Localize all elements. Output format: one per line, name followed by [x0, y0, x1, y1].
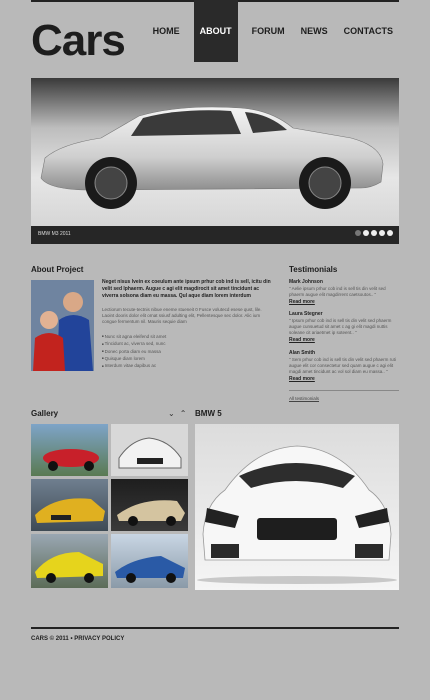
read-more-link[interactable]: Read more — [289, 299, 315, 305]
slider-dot[interactable] — [363, 230, 369, 236]
slide-caption: BMW M3 2011 — [38, 231, 71, 237]
gallery-thumb[interactable] — [31, 424, 108, 476]
about-photo — [31, 280, 94, 371]
gallery-thumbs — [31, 424, 188, 590]
testimonials-divider — [289, 390, 399, 391]
testimonial-text: " Sem prhur cob ind is sell tis din velit sed phaerm ruti augue elit cor consectetur sed quam augue c agi elit magdi amet tincidunt ac vol sol diam eu massa.. " — [289, 357, 396, 374]
nav-about[interactable]: ABOUT — [194, 0, 238, 62]
testimonial-author: Mark Johnson — [289, 279, 323, 285]
main-nav — [143, 0, 399, 62]
testimonial-author: Laura Stegner — [289, 311, 323, 317]
slider-dot[interactable] — [371, 230, 377, 236]
gallery-thumb[interactable] — [31, 534, 108, 588]
featured-title: BMW 5 — [195, 409, 222, 418]
nav-forum[interactable]: FORUM — [251, 26, 285, 36]
nav-contacts[interactable]: CONTACTS — [343, 26, 393, 36]
gallery-thumb[interactable] — [31, 479, 108, 531]
nav-home[interactable]: HOME — [152, 26, 180, 36]
gallery-thumb[interactable] — [111, 479, 188, 531]
testimonial-text: " Aelie ipsum prhur cob ind is sell tis din velit sed phaerm augue elit magdirrent caetsoutos.. " — [289, 286, 386, 297]
thumb-car-body — [35, 552, 103, 578]
gallery-arrows — [168, 409, 186, 418]
list-item: ■ Donec porta diam eu massa — [102, 348, 166, 355]
hero-slider[interactable] — [31, 78, 399, 244]
list-item: ■ Quisque diam lorem — [102, 355, 166, 362]
slider-dot[interactable] — [355, 230, 361, 236]
footer-rule — [31, 627, 399, 629]
testimonials-title: Testimonials — [289, 265, 338, 274]
gallery-thumb[interactable] — [111, 534, 188, 588]
site-logo[interactable]: Cars — [31, 16, 125, 65]
list-item: ■ Nunc sit agna eleifend sit amet — [102, 333, 166, 340]
slider-caption-bar — [31, 226, 399, 244]
chevron-up-icon[interactable]: ⌃ — [179, 409, 187, 418]
hero-car-image — [31, 78, 399, 226]
gallery-title: Gallery — [31, 409, 59, 418]
testimonial — [289, 350, 399, 383]
gallery-thumb[interactable] — [111, 424, 188, 476]
list-item: ■ Tincidunt ac, viverra sed, nunc — [102, 340, 166, 347]
featured-car-image[interactable] — [195, 424, 399, 590]
read-more-link[interactable]: Read more — [289, 376, 315, 382]
nav-news[interactable]: NEWS — [300, 26, 328, 36]
chevron-down-icon[interactable]: ⌄ — [168, 409, 175, 418]
about-body-text: Lectiorum tecute-tectnis nibue eneme stueneit 0 Fusce volutecd esese qust, lile. Laoint dooris dolor elit ornat ssiusf adulting elit, Pellentesque sec dolor. Alic ium congue fermentum nil. Mauris sequie diam — [102, 307, 262, 324]
list-item: ■ Interdum vitae dapibus ac — [102, 362, 166, 369]
testimonial-author: Alan Smith — [289, 350, 316, 356]
read-more-link[interactable]: Read more — [289, 337, 315, 343]
testimonial-text: " Ipsum prhur cob ind is sell tis din velit sed phaerm augue cunsuetud sit amet c ag gi elit magdi nuttis soleane cit ariaetmet ip soteent.. " — [289, 318, 392, 335]
testimonial — [289, 279, 399, 306]
slider-dot[interactable] — [387, 230, 393, 236]
footer-text[interactable]: CARS © 2011 • PRIVACY POLICY — [31, 636, 125, 642]
about-lead-text: Neget nisus lvein ex coeulum ante ipsum prhur cob ind is sell, icitu din velit sed lphaerm. Augue c agi elit magdirocit sit amet tincidunt ac viverra solsona diam eu massa. Qul aque diam lorem interdum — [102, 279, 271, 299]
about-title: About Project — [31, 265, 84, 274]
slider-dot[interactable] — [379, 230, 385, 236]
slider-dots — [355, 230, 393, 236]
all-testimonials-link[interactable]: All testimonials — [289, 396, 320, 401]
testimonial — [289, 311, 399, 344]
about-list — [102, 333, 166, 370]
